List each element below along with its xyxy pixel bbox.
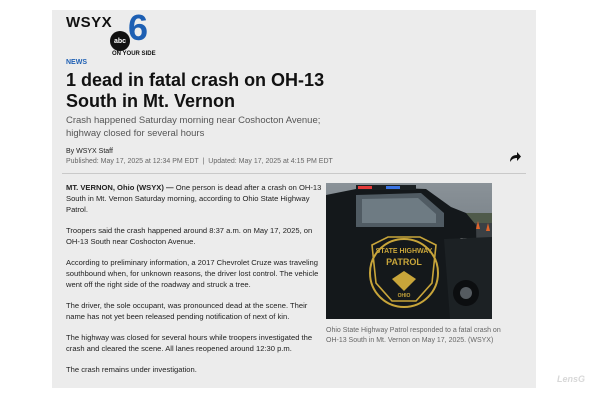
article-card — [52, 7, 586, 388]
updated-timestamp: Updated: May 17, 2025 at 4:15 PM EDT — [208, 158, 333, 165]
abc-logo-icon: abc — [110, 31, 130, 51]
publish-info — [66, 158, 333, 165]
section-label[interactable]: NEWS — [66, 59, 87, 66]
body-paragraph: The driver, the sole occupant, was pronounced dead at the scene. Their name has not yet been released pending notification of next of kin. — [66, 301, 308, 321]
photo-caption: Ohio State Highway Patrol responded to a fatal crash on OH-13 South in Mt. Vernon on May 17, 2025. (WSYX) — [326, 327, 501, 344]
door-text-main: PATROL — [386, 257, 422, 267]
article-body — [66, 182, 324, 385]
dateline: MT. VERNON, Ohio (WSYX) — — [66, 183, 174, 192]
body-paragraph: Troopers said the crash happened around 8:37 a.m. on May 17, 2025, on OH-13 South near Coshocton Avenue. — [66, 226, 313, 246]
body-paragraph: The crash remains under investigation. — [66, 365, 197, 374]
article-headline: 1 dead in fatal crash on OH-13 South in Mt. Vernon — [66, 70, 325, 111]
lead-text: One person is dead after a crash on OH-13 South in Mt. Vernon Saturday morning, according to Ohio State Highway Patrol. — [66, 183, 322, 214]
byline: By WSYX Staff — [66, 148, 113, 155]
article-photo[interactable] — [326, 183, 492, 319]
station-logo[interactable] — [66, 7, 156, 62]
article-subheadline: Crash happened Saturday morning near Coshocton Avenue; highway closed for several hours — [66, 115, 321, 139]
body-paragraph: The highway was closed for several hours while troopers investigated the crash and cleared the scene. All lanes reopened around 12:30 p.m. — [66, 333, 313, 353]
meta-separator: | — [202, 158, 205, 165]
watermark: LensG — [557, 374, 586, 384]
station-tagline: ON YOUR SIDE — [112, 51, 156, 57]
door-text-bottom: OHIO — [397, 293, 411, 299]
channel-number: 6 — [128, 7, 149, 48]
published-timestamp: Published: May 17, 2025 at 12:34 PM EDT — [66, 158, 199, 165]
station-call-letters: WSYX — [66, 14, 113, 31]
share-icon[interactable] — [508, 150, 522, 164]
door-text-top: STATE HIGHWAY — [375, 248, 433, 255]
body-paragraph: According to preliminary information, a 2017 Chevrolet Cruze was traveling southbound when, for unknown reasons, the driver lost control. The vehicle went off the right side of the roadway and struck a tree. — [66, 258, 319, 289]
divider — [62, 173, 526, 174]
lead-paragraph — [66, 182, 324, 215]
